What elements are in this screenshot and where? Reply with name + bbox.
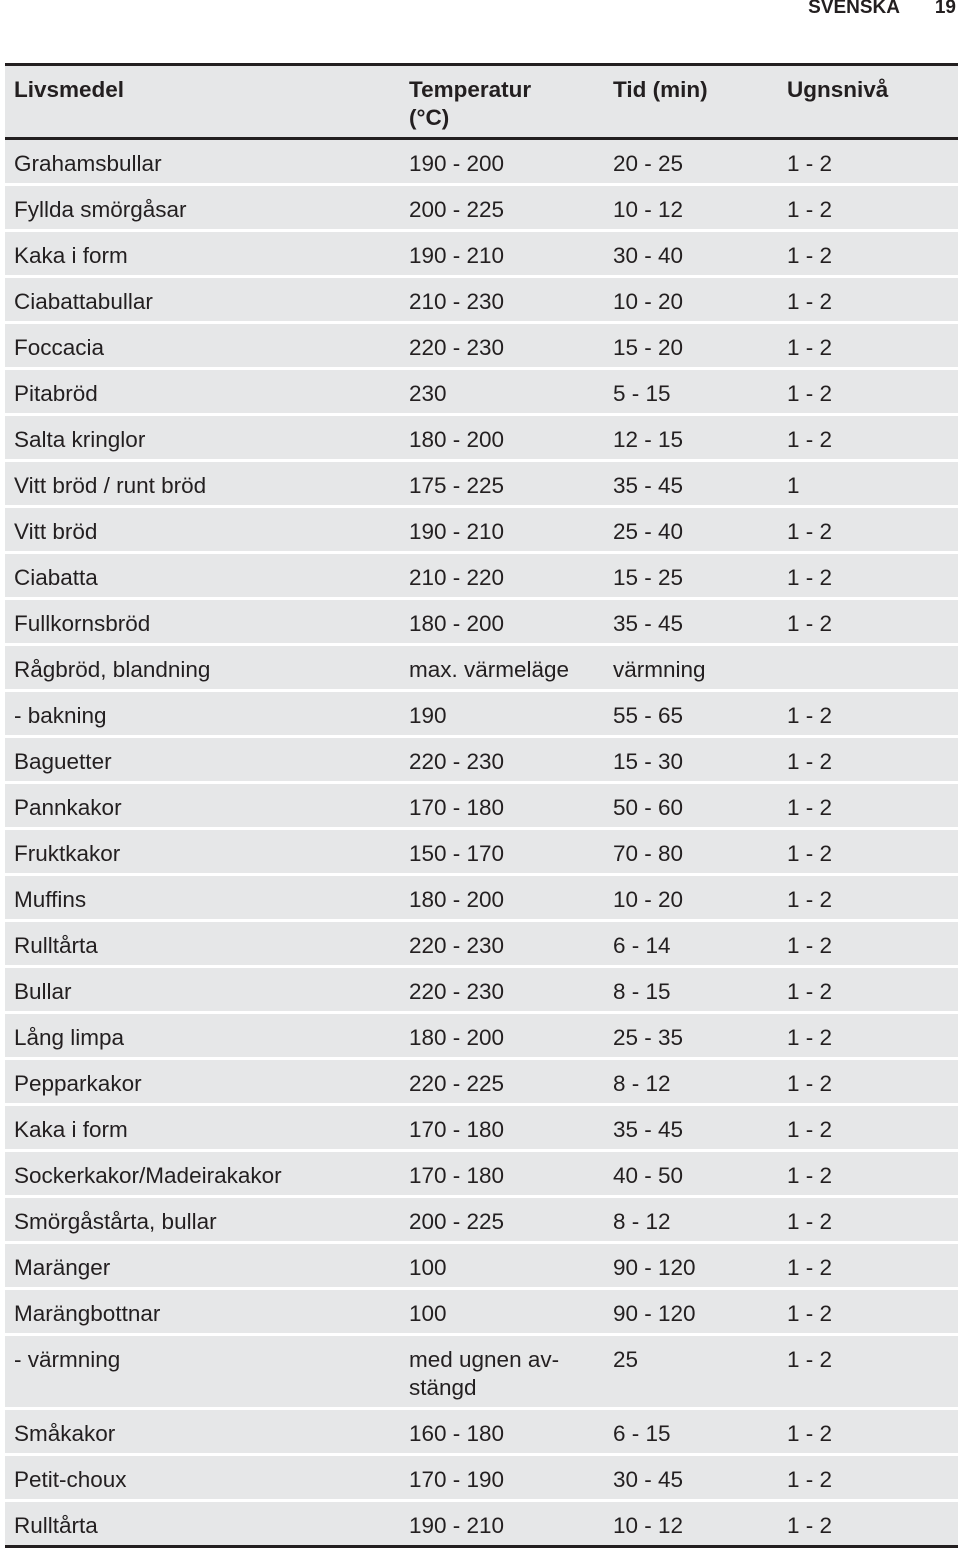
cell-food: Petit-choux <box>14 1467 127 1492</box>
cell-food: Bullar <box>14 979 72 1004</box>
cell-oven-level: 1 - 2 <box>787 519 833 544</box>
cell-oven-level: 1 - 2 <box>787 1209 833 1234</box>
cell-time: 15 - 20 <box>613 335 684 360</box>
cell-oven-level: 1 - 2 <box>787 1025 833 1050</box>
cell-temperature: 170 - 180 <box>409 795 505 820</box>
cell-oven-level: 1 - 2 <box>787 841 833 866</box>
cell-oven-level: 1 - 2 <box>787 289 833 314</box>
cell-time: 25 <box>613 1347 639 1372</box>
cell-oven-level: 1 - 2 <box>787 151 833 176</box>
cell-time: 90 - 120 <box>613 1255 696 1280</box>
cell-time: 5 - 15 <box>613 381 671 406</box>
cell-temperature: 180 - 200 <box>409 887 505 912</box>
table-row <box>5 278 958 324</box>
cell-oven-level: 1 - 2 <box>787 1117 833 1142</box>
table-row <box>5 1014 958 1060</box>
cell-food: Foccacia <box>14 335 105 360</box>
cell-time: 8 - 15 <box>613 979 671 1004</box>
table-row <box>5 508 958 554</box>
cell-time: 20 - 25 <box>613 151 684 176</box>
cell-food: Rågbröd, blandning <box>14 657 211 682</box>
baking-table <box>5 63 958 1548</box>
cell-food: Ciabatta <box>14 565 98 590</box>
cell-food: Vitt bröd / runt bröd <box>14 473 207 498</box>
table-row <box>5 1060 958 1106</box>
cell-oven-level: 1 - 2 <box>787 565 833 590</box>
table-row <box>5 416 958 462</box>
cell-oven-level: 1 - 2 <box>787 1301 833 1326</box>
cell-oven-level: 1 - 2 <box>787 1467 833 1492</box>
table-row <box>5 784 958 830</box>
table-row <box>5 1336 958 1410</box>
table-row <box>5 1198 958 1244</box>
cell-time: 35 - 45 <box>613 473 684 498</box>
column-header-oven-level: Ugnsnivå <box>787 77 889 102</box>
cell-food: Småkakor <box>14 1421 116 1446</box>
cell-oven-level: 1 <box>787 473 800 498</box>
cell-oven-level: 1 - 2 <box>787 887 833 912</box>
cell-time: 35 - 45 <box>613 1117 684 1142</box>
table-row <box>5 738 958 784</box>
cell-oven-level: 1 - 2 <box>787 749 833 774</box>
cell-temperature: 190 - 210 <box>409 519 505 544</box>
table-header-row <box>5 66 958 140</box>
cell-oven-level: 1 - 2 <box>787 1347 833 1372</box>
cell-oven-level: 1 - 2 <box>787 335 833 360</box>
cell-food: Pannkakor <box>14 795 122 820</box>
cell-oven-level: 1 - 2 <box>787 703 833 728</box>
table-row <box>5 922 958 968</box>
cell-time: 25 - 40 <box>613 519 684 544</box>
cell-food: Fullkornsbröd <box>14 611 151 636</box>
cell-temperature: 190 - 200 <box>409 151 505 176</box>
table-row <box>5 876 958 922</box>
language-label: SVENSKA <box>808 0 900 18</box>
cell-temperature: 160 - 180 <box>409 1421 505 1446</box>
table-row <box>5 186 958 232</box>
cell-food: Lång limpa <box>14 1025 125 1050</box>
cell-food: Pepparkakor <box>14 1071 142 1096</box>
table-row <box>5 692 958 738</box>
page-number: 19 <box>934 0 956 18</box>
cell-time: 30 - 40 <box>613 243 684 268</box>
table-row <box>5 600 958 646</box>
cell-temperature: 190 - 210 <box>409 1513 505 1538</box>
cell-food: Baguetter <box>14 749 112 774</box>
cell-time: 30 - 45 <box>613 1467 684 1492</box>
cell-time: 25 - 35 <box>613 1025 684 1050</box>
cell-oven-level: 1 - 2 <box>787 933 833 958</box>
cell-temperature: 210 - 220 <box>409 565 505 590</box>
cell-time: 6 - 15 <box>613 1421 671 1446</box>
table-row <box>5 968 958 1014</box>
cell-temperature: 220 - 230 <box>409 979 505 1004</box>
table-row <box>5 830 958 876</box>
cell-oven-level: 1 - 2 <box>787 1513 833 1538</box>
table-row <box>5 1410 958 1456</box>
cell-temperature: 150 - 170 <box>409 841 505 866</box>
cell-temperature: 200 - 225 <box>409 1209 505 1234</box>
cell-oven-level: 1 - 2 <box>787 795 833 820</box>
table-row <box>5 646 958 692</box>
cell-food: Fyllda smörgåsar <box>14 197 187 222</box>
cell-temperature: 180 - 200 <box>409 427 505 452</box>
cell-oven-level: 1 - 2 <box>787 1163 833 1188</box>
cell-oven-level: 1 - 2 <box>787 611 833 636</box>
table-row <box>5 1456 958 1502</box>
cell-temperature: 220 - 230 <box>409 933 505 958</box>
cell-time: 70 - 80 <box>613 841 684 866</box>
cell-time: 35 - 45 <box>613 611 684 636</box>
cell-temperature: 100 <box>409 1301 447 1326</box>
cell-food: Sockerkakor/Madeirakakor <box>14 1163 282 1188</box>
table-row <box>5 1502 958 1548</box>
cell-time: 12 - 15 <box>613 427 684 452</box>
cell-time: 15 - 25 <box>613 565 684 590</box>
cell-oven-level: 1 - 2 <box>787 243 833 268</box>
cell-temperature: max. värmeläge <box>409 657 570 682</box>
cell-temperature: 170 - 180 <box>409 1163 505 1188</box>
cell-temperature: 170 - 190 <box>409 1467 505 1492</box>
cell-oven-level: 1 - 2 <box>787 979 833 1004</box>
cell-time: 50 - 60 <box>613 795 684 820</box>
cell-time: värmning <box>613 657 706 682</box>
table-row <box>5 324 958 370</box>
cell-temperature: 170 - 180 <box>409 1117 505 1142</box>
cell-temperature: 210 - 230 <box>409 289 505 314</box>
cell-food: Smörgåstårta, bullar <box>14 1209 217 1234</box>
cell-food: - bakning <box>14 703 107 728</box>
table-row <box>5 1290 958 1336</box>
cell-food: - värmning <box>14 1347 121 1372</box>
cell-oven-level: 1 - 2 <box>787 1421 833 1446</box>
cell-temperature: 180 - 200 <box>409 1025 505 1050</box>
table-row <box>5 370 958 416</box>
cell-time: 10 - 20 <box>613 887 684 912</box>
cell-temperature: 220 - 225 <box>409 1071 505 1096</box>
cell-temperature: med ugnen av- stängd <box>409 1347 560 1400</box>
cell-time: 6 - 14 <box>613 933 671 958</box>
cell-temperature: 190 <box>409 703 447 728</box>
column-header-time: Tid (min) <box>613 77 708 102</box>
cell-oven-level: 1 - 2 <box>787 381 833 406</box>
cell-temperature: 220 - 230 <box>409 749 505 774</box>
cell-food: Vitt bröd <box>14 519 98 544</box>
cell-oven-level: 1 - 2 <box>787 427 833 452</box>
table-row <box>5 1152 958 1198</box>
cell-food: Rulltårta <box>14 1513 98 1538</box>
cell-temperature: 175 - 225 <box>409 473 505 498</box>
cell-time: 10 - 20 <box>613 289 684 314</box>
column-header-food: Livsmedel <box>14 77 125 102</box>
cell-food: Muffins <box>14 887 87 912</box>
cell-time: 8 - 12 <box>613 1071 671 1096</box>
cell-food: Grahamsbullar <box>14 151 162 176</box>
cell-temperature: 180 - 200 <box>409 611 505 636</box>
cell-food: Rulltårta <box>14 933 98 958</box>
cell-time: 10 - 12 <box>613 197 684 222</box>
table-row <box>5 140 958 186</box>
cell-temperature: 200 - 225 <box>409 197 505 222</box>
cell-food: Salta kringlor <box>14 427 146 452</box>
cell-time: 10 - 12 <box>613 1513 684 1538</box>
table-row <box>5 554 958 600</box>
cell-time: 40 - 50 <box>613 1163 684 1188</box>
cell-food: Kaka i form <box>14 1117 128 1142</box>
cell-temperature: 100 <box>409 1255 447 1280</box>
cell-temperature: 220 - 230 <box>409 335 505 360</box>
cell-oven-level: 1 - 2 <box>787 1255 833 1280</box>
cell-temperature: 190 - 210 <box>409 243 505 268</box>
column-header-temperature: Temperatur (°C) <box>409 77 532 130</box>
cell-temperature: 230 <box>409 381 447 406</box>
cell-food: Pitabröd <box>14 381 98 406</box>
cell-food: Marängbottnar <box>14 1301 161 1326</box>
cell-time: 90 - 120 <box>613 1301 696 1326</box>
table-row <box>5 462 958 508</box>
cell-time: 55 - 65 <box>613 703 684 728</box>
cell-food: Ciabattabullar <box>14 289 153 314</box>
table-row <box>5 1244 958 1290</box>
cell-food: Kaka i form <box>14 243 128 268</box>
cell-food: Fruktkakor <box>14 841 121 866</box>
cell-time: 15 - 30 <box>613 749 684 774</box>
cell-oven-level: 1 - 2 <box>787 197 833 222</box>
cell-oven-level: 1 - 2 <box>787 1071 833 1096</box>
cell-time: 8 - 12 <box>613 1209 671 1234</box>
cell-food: Maränger <box>14 1255 111 1280</box>
page-header <box>0 0 960 26</box>
cell-oven-level <box>787 646 958 689</box>
table-row <box>5 1106 958 1152</box>
table-row <box>5 232 958 278</box>
